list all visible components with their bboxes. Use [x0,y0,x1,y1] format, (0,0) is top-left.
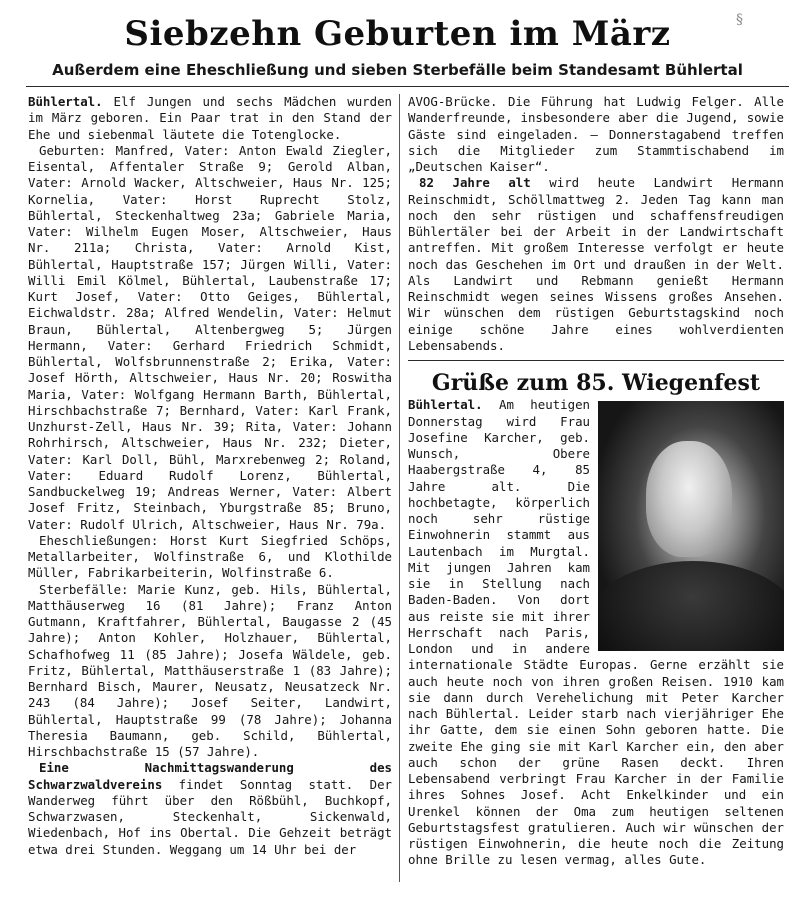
left-column [28,94,392,858]
birthday-85-text: Am heutigen Donnerstag wird Frau Josefine Karcher, geb. Wunsch, Obere Haabergstraße 4, 85 Jahre alt. Die hochbetagte, körperlich noch sehr rüstige Einwohnerin stammt aus Lautenbach im Murgtal. Mit jungen Jahren kam sie in Stellung nach Baden-Baden. Von dort aus reiste sie mit ihrer Herrschaft nach Paris, London und in andere internationale Städte Europas. Gerne erzählt sie auch heute noch von ihren großen Reisen. 1910 kam sie dann durch Verehelichung mit Peter Karcher nach Bühlertal. Leider starb nach vierjähriger Ehe ihr Gatte, dem sie einen Sohn geboren hatte. Die zweite Ehe ging sie mit Karl Karcher ein, den aber auch schon der grüne Rasen deckt. Ihren Lebensabend verbringt Frau Karcher in der Familie ihres Sohnes Josef. Acht Enkelkinder und ein Urenkel können der Oma zum heutigen seltenen Geburtstagsfest gratulieren. Auch wir wünschen der rüstigen Einwohnerin, die heute noch die Zeitung ohne Brille zu lesen vermag, alles Gute. [408,397,784,868]
hike-lead: Eine Nachmittagswanderung des Schwarzwaldvereins [28,760,392,792]
hike-text: findet Sonntag statt. Der Wanderweg führt über den Rößbühl, Buchkopf, Schwarzwasen, Steckenhalt, Sickenwald, Wiedenbach, Hof ins Obertal. Die Gehzeit beträgt etwa drei Stunden. Weggang um 14 Uhr bei der [28,776,392,857]
subheadline: Außerdem eine Eheschließung und sieben Sterbefälle beim Standesamt Bühlertal [52,61,743,79]
margin-mark: § [736,12,743,28]
birthday-85-dateline: Bühlertal. [408,397,483,413]
birthday-82-text: wird heute Landwirt Hermann Reinschmidt, Schöllmattweg 2. Jeden Tag kann man noch den sehr rüstigen und schaffensfreudigen Bühlertäler bei der Arbeit in der Landwirtschaft antreffen. Mit großem Interesse verfolgt er heute noch das Geschehen im Ort und draußen in der Welt. Als Landwirt und Rebmann genießt Hermann Reinschmidt wegen seines Wissens großes Ansehen. Wir wünschen dem rüstigen Geburtstagskind noch einige schöne Jahre eines wohlverdienten Lebensabends. [408,175,784,353]
birthday-82-paragraph [408,175,784,354]
birthday-82-lead: 82 Jahre alt [419,175,531,191]
dateline: Bühlertal. [28,94,103,109]
column-divider [399,94,400,882]
intro-text: Elf Jungen und sechs Mädchen wurden im März geboren. Ein Paar trat in den Stand der Ehe und siebenmal läutete die Totenglocke. [28,94,392,142]
headline: Siebzehn Geburten im März [124,14,671,54]
right-column [408,94,784,869]
marriages-paragraph: Eheschließungen: Horst Kurt Siegfried Schöps, Metallarbeiter, Wolfinstraße 6, und Klothilde Müller, Fabrikarbeiterin, Wolfinstraße 6. [28,532,392,581]
birthday-85-title: Grüße zum 85. Wiegenfest [431,370,761,396]
hike-continued: AVOG-Brücke. Die Führung hat Ludwig Felger. Alle Wanderfreunde, insbesondere aber die Jugend, sowie Gäste sind eingeladen. — Donnerstagabend treffen sich die Mitglieder zum Stammtischabend im „Deutschen Kaiser“. [408,94,784,174]
top-rule [26,86,789,87]
section-rule [408,360,784,361]
hike-paragraph [28,760,392,858]
deaths-paragraph: Sterbefälle: Marie Kunz, geb. Hils, Bühlertal, Matthäuserweg 16 (81 Jahre); Franz Anton Gutmann, Kraftfahrer, Bühlertal, Baugasse 2 (45 Jahre); Anton Kohler, Holzhauer, Bühlertal, Schafhofweg 11 (85 Jahre); Josefa Wäldele, geb. Fritz, Bühlertal, Matthäuserstraße 1 (83 Jahre); Bernhard Bisch, Maurer, Neusatz, Neusatzeck Nr. 243 (84 Jahre); Josef Seiter, Landwirt, Bühlertal, Hauptstraße 99 (78 Jahre); Johanna Theresia Baumann, geb. Schild, Bühlertal, Hirschbachstraße 15 (57 Jahre). [28,581,392,759]
births-paragraph: Geburten: Manfred, Vater: Anton Ewald Ziegler, Eisental, Affentaler Straße 9; Gerold Alban, Vater: Arnold Wacker, Altschweier, Haus Nr. 125; Kornelia, Vater: Horst Ruprecht Stolz, Bühlertal, Steckenhaltweg 23a; Gabriele Maria, Vater: Wilhelm Eugen Moser, Altschweier, Haus Nr. 211a; Christa, Vater: Arnold Kist, Bühlertal, Hauptstraße 157; Jürgen Willi, Vater: Willi Emil Kölmel, Bühlertal, Laubenstraße 17; Kurt Josef, Vater: Otto Geiges, Bühlertal, Eichwaldstr. 28a; Alfred Wendelin, Vater: Helmut Braun, Bühlertal, Altenbergweg 5; Jürgen Hermann, Vater: Gerhard Friedrich Schmidt, Bühlertal, Wolfsbrunnenstraße 2; Erika, Vater: Josef Hörth, Altschweier, Haus Nr. 20; Roswitha Maria, Vater: Wolfgang Hermann Barth, Bühlertal, Hirschbachstraße 7; Bernhard, Vater: Karl Frank, Unzhurst-Zell, Haus Nr. 39; Rita, Vater: Johann Rohrhirsch, Altschweier, Haus Nr. 232; Dieter, Vater: Karl Doll, Bühl, Marxrebenweg 2; Roland, Vater: Eduard Rudolf Lorenz, Bühlertal, Sandbuckelweg 19; Andreas Werner, Vater: Albert Josef Fritz, Steinbach, Yburgstraße 85; Bruno, Vater: Rudolf Ulrich, Altschweier, Haus Nr. 79a. [28,142,392,532]
portrait-photo [598,401,784,651]
intro-paragraph [28,94,392,143]
